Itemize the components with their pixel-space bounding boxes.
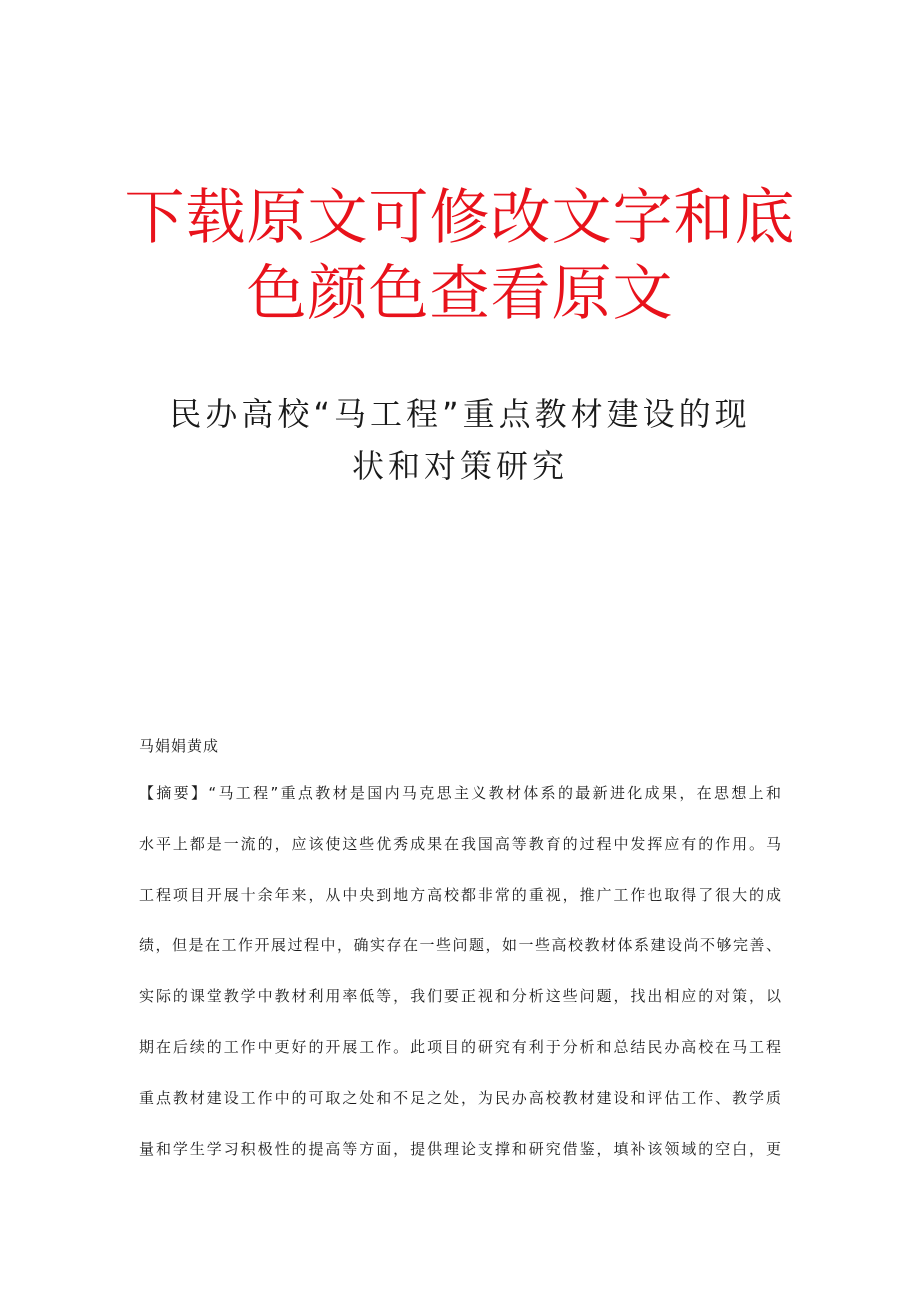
banner-line-2: 色颜色查看原文 <box>246 259 674 329</box>
abstract-line: 绩，但是在工作开展过程中，确实存在一些问题，如一些高校教材体系建设尚不够完善、 <box>139 936 781 955</box>
download-banner <box>60 180 860 332</box>
abstract-line: 量和学生学习积极性的提高等方面，提供理论支撑和研究借鉴，填补该领域的空白，更 <box>139 1139 781 1158</box>
abstract-line: 工程项目开展十余年来，从中央到地方高校都非常的重视，推广工作也取得了很大的成 <box>139 885 781 904</box>
title-line-2: 状和对策研究 <box>351 447 568 485</box>
abstract-line: 【摘要】“马工程”重点教材是国内马克思主义教材体系的最新进化成果，在思想上和 <box>139 784 781 802</box>
author-names: 马娟娟黄成 <box>139 737 220 755</box>
abstract-paragraph <box>139 778 781 1184</box>
banner-line-1: 下载原文可修改文字和底 <box>124 183 796 253</box>
abstract-line: 期在后续的工作中更好的开展工作。此项目的研究有利于分析和总结民办高校在马工程 <box>139 1037 781 1056</box>
document-title <box>60 388 860 492</box>
abstract-line: 水平上都是一流的，应该使这些优秀成果在我国高等教育的过程中发挥应有的作用。马 <box>139 834 781 853</box>
abstract-line: 重点教材建设工作中的可取之处和不足之处，为民办高校教材建设和评估工作、教学质 <box>139 1088 781 1107</box>
abstract-line: 实际的课堂教学中教材利用率低等，我们要正视和分析这些问题，找出相应的对策，以 <box>139 987 781 1006</box>
title-line-1: 民办高校“马工程”重点教材建设的现 <box>169 395 751 433</box>
